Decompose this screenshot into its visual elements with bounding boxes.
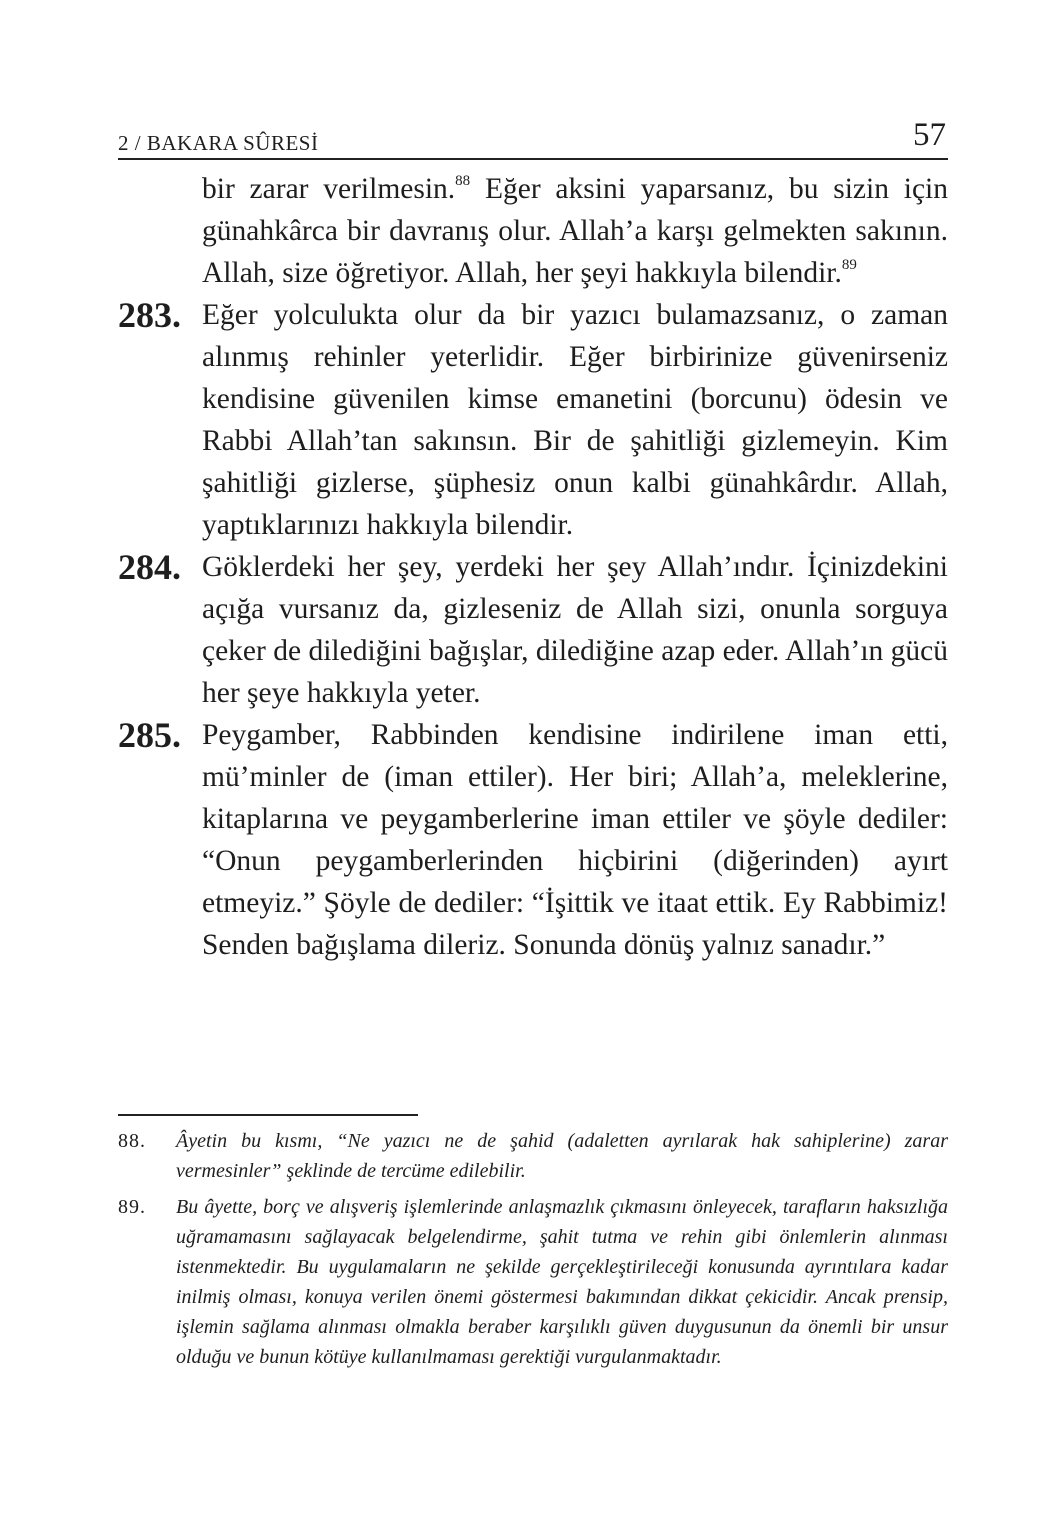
running-header	[118, 118, 948, 160]
footnote-text: Âyetin bu kısmı, “Ne yazıcı ne de şahid (adaletten ayrılarak hak sahiplerine) zarar vermesinler” şeklinde de tercüme edilebilir.	[176, 1130, 948, 1182]
footnote-number: 88.	[118, 1130, 146, 1152]
verse-text: Peygamber, Rabbinden kendisine indirilene iman etti, mü’minler de (iman ettiler). Her biri; Allah’a, meleklerine, kitaplarına ve peygamberlerine iman ettiler ve şöyle dediler: “Onun peygamberlerinden hiçbirini (diğerinden) ayırt etmeyiz.” Şöyle de dediler: “İşittik ve itaat ettik. Ey Rabbimiz! Senden bağışlama dileriz. Sonunda dönüş yalnız sanadır.”	[202, 719, 948, 961]
verse-continuation	[118, 168, 948, 294]
continuation-text-end: Eğer aksini yaparsanız, bu sizin için günahkârca bir davranış olur. Allah’a karşı gelmekten sakının. Allah, size öğretiyor. Allah, her şeyi hakkıyla bilendir.	[202, 173, 948, 289]
footnote-88	[118, 1126, 948, 1186]
verse-number: 283.	[118, 295, 181, 335]
footnote-text: Bu âyette, borç ve alışveriş işlemlerinde anlaşmazlık çıkmasını önleyecek, tarafların haksızlığa uğramamasını sağlayacak belgelendirme, şahit tutma ve rehin gibi önlemlerin alınması istenmektedir. Bu uygulamaların ne şekilde gerçekleştirileceği konusunda ayrıntılara kadar inilmiş olması, konuya verilen önemi göstermesi bakımından dikkat çekicidir. Ancak prensip, işlemin sağlama alınması olmakla beraber karşılıklı güven duygusunun da önemli bir unsur olduğu ve bunun kötüye kullanılmaması gerektiği vurgulanmaktadır.	[176, 1196, 948, 1368]
continuation-text-start: bir zarar verilmesin.	[202, 173, 456, 205]
verse-number: 285.	[118, 715, 181, 755]
verse-text: Göklerdeki her şey, yerdeki her şey Allah’ındır. İçinizdekini açığa vursanız da, gizleseniz de Allah sizi, onunla sorguya çeker de dilediğini bağışlar, dilediğine azap eder. Allah’ın gücü her şeye hakkıyla yeter.	[202, 551, 948, 709]
verse-284	[118, 546, 948, 714]
verse-text: Eğer yolculukta olur da bir yazıcı bulamazsanız, o zaman alınmış rehinler yeterlidir. Eğer birbirinize güvenirseniz kendisine güvenilen kimse emanetini (borcunu) ödesin ve Rabbi Allah’tan sakınsın. Bir de şahitliği gizlemeyin. Kim şahitliği gizlerse, şüphesiz onun kalbi günahkârdır. Allah, yaptıklarınızı hakkıyla bilendir.	[202, 299, 948, 541]
page-number: 57	[913, 117, 946, 153]
footnote-ref-89[interactable]: 89	[841, 257, 857, 273]
verse-number: 284.	[118, 547, 181, 587]
footnote-number: 89.	[118, 1196, 146, 1218]
main-text	[118, 168, 948, 966]
surah-title: 2 / BAKARA SÛRESİ	[118, 131, 319, 155]
footnotes	[118, 1126, 948, 1378]
verse-283	[118, 294, 948, 546]
verse-285	[118, 714, 948, 966]
footnote-divider	[118, 1114, 418, 1116]
footnote-89	[118, 1192, 948, 1372]
footnote-ref-88[interactable]: 88	[455, 173, 471, 189]
